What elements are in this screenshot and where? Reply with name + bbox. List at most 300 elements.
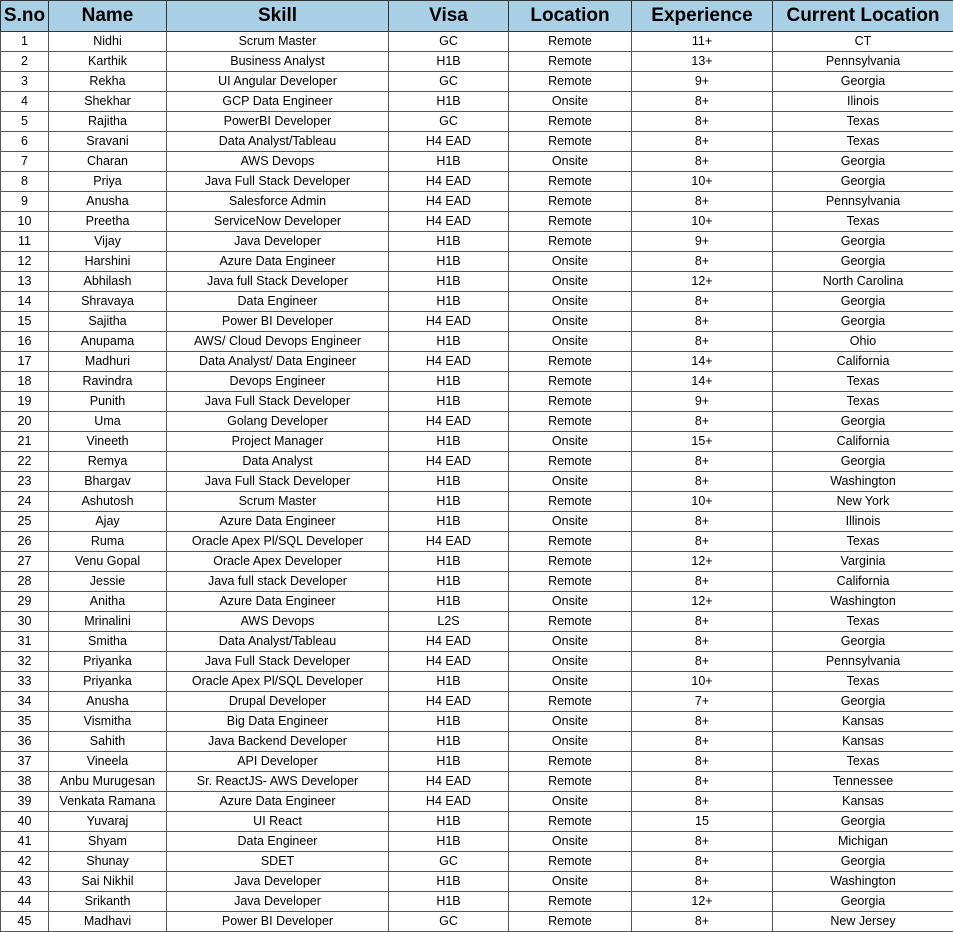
cell-location: Onsite: [509, 152, 632, 172]
cell-location: Remote: [509, 912, 632, 932]
cell-location: Remote: [509, 492, 632, 512]
cell-name: Ravindra: [49, 372, 167, 392]
cell-skill: SDET: [167, 852, 389, 872]
cell-current-location: Tennessee: [773, 772, 953, 792]
cell-experience: 8+: [632, 572, 773, 592]
table-row: [1, 292, 953, 312]
cell-skill: ServiceNow Developer: [167, 212, 389, 232]
table-row: [1, 232, 953, 252]
table-row: [1, 752, 953, 772]
cell-experience: 15: [632, 812, 773, 832]
cell-current-location: Texas: [773, 212, 953, 232]
cell-skill: Azure Data Engineer: [167, 252, 389, 272]
cell-location: Remote: [509, 772, 632, 792]
cell-skill: Java Developer: [167, 232, 389, 252]
cell-skill: Azure Data Engineer: [167, 512, 389, 532]
cell-current-location: CT: [773, 32, 953, 52]
cell-experience: 9+: [632, 72, 773, 92]
cell-name: Rekha: [49, 72, 167, 92]
cell-location: Remote: [509, 612, 632, 632]
cell-current-location: Georgia: [773, 152, 953, 172]
cell-visa: H4 EAD: [389, 772, 509, 792]
cell-sno: 42: [1, 852, 49, 872]
cell-name: Yuvaraj: [49, 812, 167, 832]
cell-experience: 10+: [632, 492, 773, 512]
cell-name: Punith: [49, 392, 167, 412]
cell-location: Onsite: [509, 292, 632, 312]
cell-sno: 36: [1, 732, 49, 752]
cell-visa: GC: [389, 852, 509, 872]
cell-skill: Java Backend Developer: [167, 732, 389, 752]
header-name: Name: [49, 1, 167, 32]
cell-location: Remote: [509, 392, 632, 412]
cell-skill: Business Analyst: [167, 52, 389, 72]
cell-location: Onsite: [509, 512, 632, 532]
cell-skill: Big Data Engineer: [167, 712, 389, 732]
cell-skill: Data Engineer: [167, 292, 389, 312]
cell-location: Remote: [509, 32, 632, 52]
cell-current-location: Pennsylvania: [773, 52, 953, 72]
cell-experience: 8+: [632, 792, 773, 812]
cell-skill: Java Developer: [167, 892, 389, 912]
cell-current-location: Pennsylvania: [773, 652, 953, 672]
cell-name: Ashutosh: [49, 492, 167, 512]
cell-sno: 17: [1, 352, 49, 372]
cell-skill: Drupal Developer: [167, 692, 389, 712]
cell-name: Srikanth: [49, 892, 167, 912]
cell-sno: 25: [1, 512, 49, 532]
cell-name: Vineeth: [49, 432, 167, 452]
cell-name: Vismitha: [49, 712, 167, 732]
table-row: [1, 692, 953, 712]
table-row: [1, 112, 953, 132]
cell-experience: 14+: [632, 352, 773, 372]
cell-skill: Java Full Stack Developer: [167, 172, 389, 192]
cell-current-location: Texas: [773, 392, 953, 412]
cell-sno: 31: [1, 632, 49, 652]
cell-skill: Java Full Stack Developer: [167, 652, 389, 672]
cell-location: Remote: [509, 812, 632, 832]
cell-location: Remote: [509, 232, 632, 252]
cell-visa: H1B: [389, 52, 509, 72]
cell-visa: H1B: [389, 712, 509, 732]
cell-current-location: Georgia: [773, 292, 953, 312]
cell-experience: 14+: [632, 372, 773, 392]
cell-current-location: Washington: [773, 592, 953, 612]
table-row: [1, 732, 953, 752]
cell-visa: H1B: [389, 572, 509, 592]
cell-sno: 28: [1, 572, 49, 592]
cell-sno: 32: [1, 652, 49, 672]
cell-skill: GCP Data Engineer: [167, 92, 389, 112]
cell-sno: 22: [1, 452, 49, 472]
cell-current-location: Georgia: [773, 852, 953, 872]
cell-sno: 35: [1, 712, 49, 732]
cell-current-location: California: [773, 432, 953, 452]
cell-skill: Salesforce Admin: [167, 192, 389, 212]
table-row: [1, 832, 953, 852]
table-row: [1, 532, 953, 552]
table-row: [1, 212, 953, 232]
table-row: [1, 572, 953, 592]
cell-name: Anitha: [49, 592, 167, 612]
cell-name: Shravaya: [49, 292, 167, 312]
cell-current-location: Georgia: [773, 412, 953, 432]
cell-location: Onsite: [509, 652, 632, 672]
cell-sno: 6: [1, 132, 49, 152]
cell-experience: 8+: [632, 772, 773, 792]
cell-experience: 8+: [632, 192, 773, 212]
header-visa: Visa: [389, 1, 509, 32]
cell-experience: 8+: [632, 912, 773, 932]
cell-experience: 8+: [632, 312, 773, 332]
cell-location: Onsite: [509, 632, 632, 652]
cell-skill: Golang Developer: [167, 412, 389, 432]
cell-experience: 8+: [632, 252, 773, 272]
cell-skill: Power BI Developer: [167, 912, 389, 932]
cell-experience: 8+: [632, 732, 773, 752]
cell-location: Onsite: [509, 872, 632, 892]
cell-skill: Data Engineer: [167, 832, 389, 852]
cell-skill: Oracle Apex Pl/SQL Developer: [167, 672, 389, 692]
cell-experience: 12+: [632, 552, 773, 572]
cell-skill: Scrum Master: [167, 32, 389, 52]
header-location: Location: [509, 1, 632, 32]
cell-sno: 27: [1, 552, 49, 572]
cell-name: Sai Nikhil: [49, 872, 167, 892]
header-sno: S.no: [1, 1, 49, 32]
cell-sno: 10: [1, 212, 49, 232]
cell-location: Remote: [509, 52, 632, 72]
cell-sno: 19: [1, 392, 49, 412]
cell-visa: L2S: [389, 612, 509, 632]
cell-name: Priya: [49, 172, 167, 192]
cell-location: Onsite: [509, 792, 632, 812]
cell-skill: Oracle Apex Developer: [167, 552, 389, 572]
cell-location: Onsite: [509, 712, 632, 732]
cell-visa: H4 EAD: [389, 132, 509, 152]
cell-name: Anusha: [49, 692, 167, 712]
cell-experience: 10+: [632, 212, 773, 232]
table-row: [1, 872, 953, 892]
header-current-location: Current Location: [773, 1, 953, 32]
cell-sno: 11: [1, 232, 49, 252]
cell-skill: API Developer: [167, 752, 389, 772]
cell-location: Onsite: [509, 672, 632, 692]
cell-experience: 9+: [632, 392, 773, 412]
cell-location: Onsite: [509, 92, 632, 112]
cell-visa: H4 EAD: [389, 452, 509, 472]
cell-current-location: Georgia: [773, 892, 953, 912]
cell-current-location: Georgia: [773, 812, 953, 832]
cell-current-location: Texas: [773, 112, 953, 132]
cell-sno: 15: [1, 312, 49, 332]
cell-sno: 33: [1, 672, 49, 692]
cell-name: Preetha: [49, 212, 167, 232]
table-row: [1, 552, 953, 572]
cell-visa: H4 EAD: [389, 692, 509, 712]
cell-name: Rajitha: [49, 112, 167, 132]
cell-current-location: California: [773, 572, 953, 592]
cell-skill: Java full Stack Developer: [167, 272, 389, 292]
cell-experience: 8+: [632, 112, 773, 132]
cell-experience: 8+: [632, 852, 773, 872]
cell-visa: H1B: [389, 812, 509, 832]
cell-experience: 13+: [632, 52, 773, 72]
cell-experience: 8+: [632, 652, 773, 672]
cell-sno: 8: [1, 172, 49, 192]
cell-name: Vineela: [49, 752, 167, 772]
table-row: [1, 52, 953, 72]
cell-visa: H4 EAD: [389, 632, 509, 652]
cell-name: Charan: [49, 152, 167, 172]
cell-current-location: Texas: [773, 672, 953, 692]
cell-visa: H1B: [389, 252, 509, 272]
cell-current-location: Varginia: [773, 552, 953, 572]
cell-visa: H1B: [389, 372, 509, 392]
cell-visa: GC: [389, 72, 509, 92]
cell-visa: H1B: [389, 232, 509, 252]
cell-location: Remote: [509, 192, 632, 212]
cell-experience: 15+: [632, 432, 773, 452]
cell-experience: 12+: [632, 272, 773, 292]
cell-sno: 14: [1, 292, 49, 312]
cell-current-location: Ilinois: [773, 92, 953, 112]
cell-visa: H1B: [389, 892, 509, 912]
cell-skill: Data Analyst/ Data Engineer: [167, 352, 389, 372]
table-row: [1, 852, 953, 872]
cell-visa: H1B: [389, 392, 509, 412]
cell-sno: 18: [1, 372, 49, 392]
cell-visa: H4 EAD: [389, 532, 509, 552]
cell-experience: 8+: [632, 292, 773, 312]
cell-sno: 37: [1, 752, 49, 772]
table-row: [1, 452, 953, 472]
cell-skill: Project Manager: [167, 432, 389, 452]
table-row: [1, 632, 953, 652]
cell-sno: 39: [1, 792, 49, 812]
table-row: [1, 592, 953, 612]
cell-current-location: New York: [773, 492, 953, 512]
cell-experience: 8+: [632, 512, 773, 532]
cell-sno: 29: [1, 592, 49, 612]
cell-experience: 12+: [632, 892, 773, 912]
cell-visa: GC: [389, 32, 509, 52]
cell-current-location: Texas: [773, 532, 953, 552]
cell-visa: H1B: [389, 672, 509, 692]
cell-location: Remote: [509, 172, 632, 192]
table-row: [1, 392, 953, 412]
cell-visa: H4 EAD: [389, 792, 509, 812]
cell-skill: Java Developer: [167, 872, 389, 892]
cell-location: Remote: [509, 752, 632, 772]
cell-name: Anupama: [49, 332, 167, 352]
cell-location: Remote: [509, 452, 632, 472]
cell-skill: Data Analyst/Tableau: [167, 632, 389, 652]
cell-name: Nidhi: [49, 32, 167, 52]
cell-location: Remote: [509, 692, 632, 712]
cell-skill: UI React: [167, 812, 389, 832]
cell-current-location: Georgia: [773, 312, 953, 332]
cell-sno: 5: [1, 112, 49, 132]
cell-name: Mrinalini: [49, 612, 167, 632]
cell-location: Remote: [509, 72, 632, 92]
cell-sno: 1: [1, 32, 49, 52]
cell-current-location: California: [773, 352, 953, 372]
cell-visa: H1B: [389, 152, 509, 172]
cell-location: Remote: [509, 112, 632, 132]
cell-sno: 38: [1, 772, 49, 792]
cell-location: Remote: [509, 352, 632, 372]
cell-experience: 8+: [632, 92, 773, 112]
cell-location: Remote: [509, 552, 632, 572]
cell-experience: 8+: [632, 332, 773, 352]
cell-sno: 13: [1, 272, 49, 292]
cell-experience: 8+: [632, 152, 773, 172]
cell-skill: AWS Devops: [167, 152, 389, 172]
cell-current-location: Georgia: [773, 72, 953, 92]
cell-visa: H1B: [389, 872, 509, 892]
cell-experience: 8+: [632, 752, 773, 772]
cell-sno: 40: [1, 812, 49, 832]
cell-name: Harshini: [49, 252, 167, 272]
table-row: [1, 412, 953, 432]
table-row: [1, 772, 953, 792]
table-row: [1, 252, 953, 272]
cell-visa: H1B: [389, 332, 509, 352]
cell-experience: 8+: [632, 412, 773, 432]
cell-name: Karthik: [49, 52, 167, 72]
cell-name: Sajitha: [49, 312, 167, 332]
table-row: [1, 612, 953, 632]
cell-current-location: Georgia: [773, 632, 953, 652]
cell-name: Shekhar: [49, 92, 167, 112]
table-row: [1, 172, 953, 192]
cell-experience: 8+: [632, 712, 773, 732]
table-row: [1, 712, 953, 732]
cell-sno: 7: [1, 152, 49, 172]
cell-current-location: Illinois: [773, 512, 953, 532]
cell-sno: 3: [1, 72, 49, 92]
cell-sno: 34: [1, 692, 49, 712]
cell-skill: Java Full Stack Developer: [167, 472, 389, 492]
cell-visa: H1B: [389, 552, 509, 572]
table-row: [1, 792, 953, 812]
cell-location: Onsite: [509, 832, 632, 852]
cell-name: Ruma: [49, 532, 167, 552]
cell-current-location: New Jersey: [773, 912, 953, 932]
header-experience: Experience: [632, 1, 773, 32]
cell-current-location: Georgia: [773, 232, 953, 252]
cell-name: Madhavi: [49, 912, 167, 932]
cell-visa: H4 EAD: [389, 312, 509, 332]
table-row: [1, 352, 953, 372]
cell-location: Remote: [509, 372, 632, 392]
cell-name: Bhargav: [49, 472, 167, 492]
cell-current-location: Texas: [773, 612, 953, 632]
cell-experience: 8+: [632, 132, 773, 152]
table-row: [1, 152, 953, 172]
cell-experience: 8+: [632, 832, 773, 852]
cell-skill: Power BI Developer: [167, 312, 389, 332]
cell-sno: 43: [1, 872, 49, 892]
table-row: [1, 812, 953, 832]
cell-experience: 11+: [632, 32, 773, 52]
cell-current-location: Kansas: [773, 792, 953, 812]
cell-visa: H1B: [389, 832, 509, 852]
cell-current-location: Georgia: [773, 172, 953, 192]
cell-visa: H1B: [389, 432, 509, 452]
cell-sno: 21: [1, 432, 49, 452]
cell-visa: H1B: [389, 512, 509, 532]
cell-name: Venu Gopal: [49, 552, 167, 572]
cell-location: Remote: [509, 572, 632, 592]
cell-experience: 8+: [632, 452, 773, 472]
cell-name: Anbu Murugesan: [49, 772, 167, 792]
cell-name: Anusha: [49, 192, 167, 212]
cell-sno: 4: [1, 92, 49, 112]
cell-skill: PowerBI Developer: [167, 112, 389, 132]
cell-current-location: Georgia: [773, 692, 953, 712]
cell-name: Abhilash: [49, 272, 167, 292]
cell-location: Remote: [509, 132, 632, 152]
table-row: [1, 512, 953, 532]
cell-experience: 8+: [632, 632, 773, 652]
cell-skill: Data Analyst: [167, 452, 389, 472]
cell-location: Onsite: [509, 312, 632, 332]
cell-visa: H4 EAD: [389, 352, 509, 372]
cell-location: Remote: [509, 532, 632, 552]
cell-experience: 10+: [632, 672, 773, 692]
cell-current-location: Washington: [773, 872, 953, 892]
cell-skill: Scrum Master: [167, 492, 389, 512]
cell-experience: 8+: [632, 532, 773, 552]
table-row: [1, 432, 953, 452]
cell-current-location: Georgia: [773, 452, 953, 472]
cell-location: Onsite: [509, 592, 632, 612]
table-row: [1, 32, 953, 52]
table-row: [1, 672, 953, 692]
cell-sno: 26: [1, 532, 49, 552]
cell-sno: 20: [1, 412, 49, 432]
cell-skill: Data Analyst/Tableau: [167, 132, 389, 152]
cell-experience: 12+: [632, 592, 773, 612]
header-row: [1, 1, 953, 32]
cell-name: Ajay: [49, 512, 167, 532]
cell-skill: Java Full Stack Developer: [167, 392, 389, 412]
cell-visa: H1B: [389, 752, 509, 772]
cell-experience: 8+: [632, 872, 773, 892]
cell-name: Venkata Ramana: [49, 792, 167, 812]
cell-visa: H4 EAD: [389, 412, 509, 432]
cell-current-location: Texas: [773, 372, 953, 392]
cell-name: Madhuri: [49, 352, 167, 372]
cell-sno: 44: [1, 892, 49, 912]
cell-name: Sravani: [49, 132, 167, 152]
table-row: [1, 892, 953, 912]
cell-skill: AWS Devops: [167, 612, 389, 632]
table-header: [1, 1, 953, 32]
cell-visa: H1B: [389, 272, 509, 292]
cell-name: Remya: [49, 452, 167, 472]
cell-current-location: Pennsylvania: [773, 192, 953, 212]
cell-experience: 7+: [632, 692, 773, 712]
cell-location: Onsite: [509, 732, 632, 752]
cell-name: Shunay: [49, 852, 167, 872]
cell-name: Sahith: [49, 732, 167, 752]
cell-skill: UI Angular Developer: [167, 72, 389, 92]
cell-current-location: Georgia: [773, 252, 953, 272]
